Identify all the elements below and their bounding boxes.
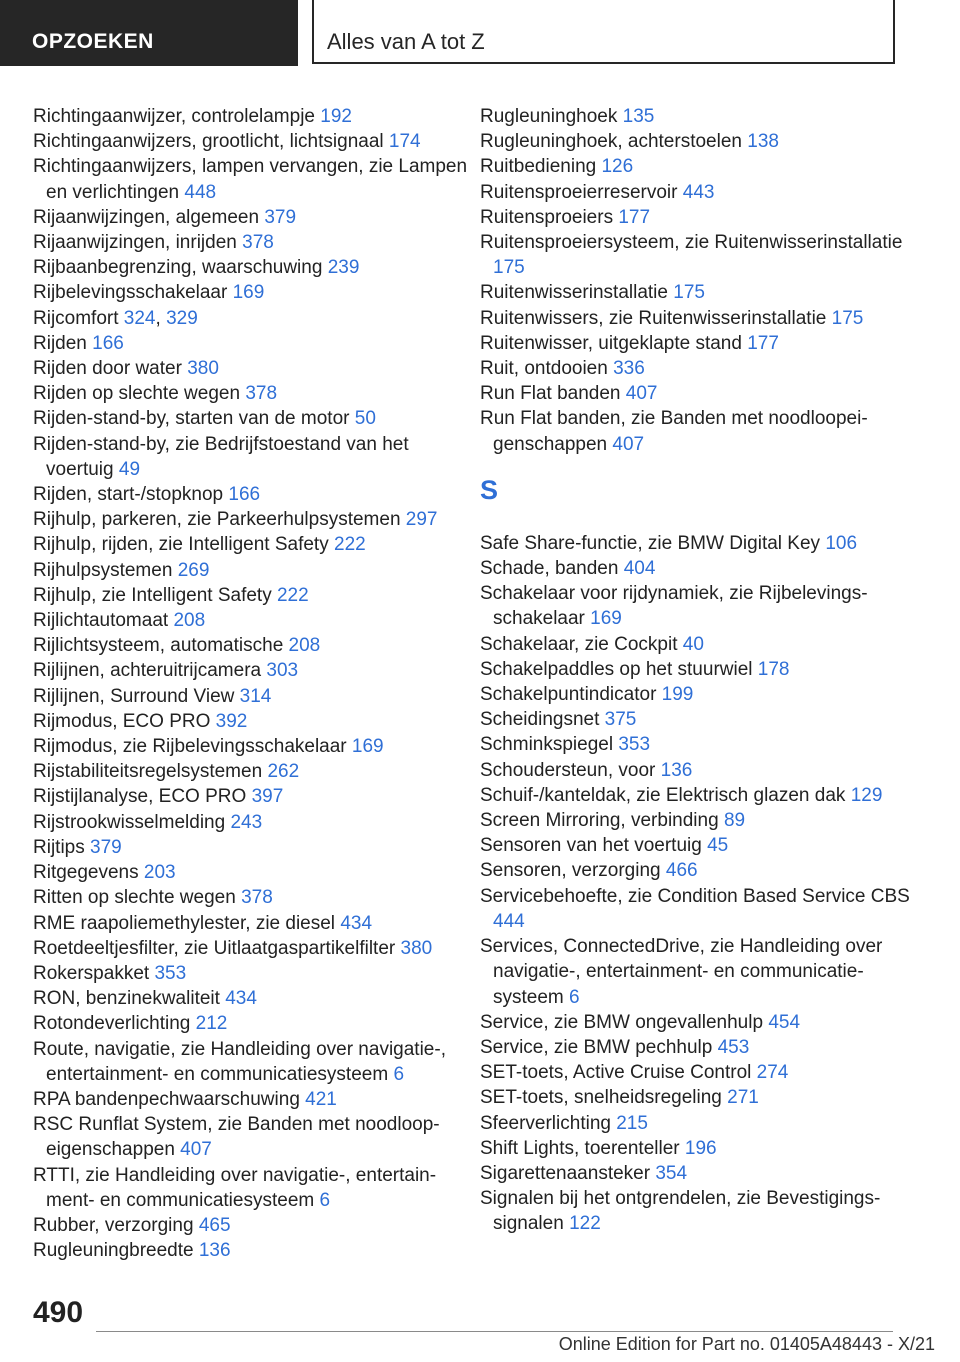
page-reference-link[interactable]: 453 [717,1036,750,1058]
index-entry [480,858,910,883]
index-entry-text: Rijden-stand-by, starten van de motor [33,408,350,430]
index-entry-text: Rijden-stand-by, zie Bedrijfstoestand van het voertuig [33,433,409,480]
index-entry-text: Run Flat banden [480,383,621,405]
page-reference-link[interactable]: 45 [707,835,729,857]
page-reference-link[interactable]: 378 [241,887,273,909]
index-entry [480,732,910,757]
index-entry-text: Scheidingsnet [480,709,600,731]
index-entry [480,280,910,305]
index-entry [33,633,473,658]
index-entry-text: Safe Share-functie, zie BMW Digital Key [480,532,821,554]
page-reference-link[interactable]: 49 [118,458,141,480]
page-reference-link[interactable]: 50 [354,408,376,430]
index-entry-text: Rijaanwijzingen, inrijden [33,232,237,254]
index-entry [480,1111,910,1136]
index-entry [480,104,910,129]
index-entry [33,280,473,305]
index-entry-text: Shift Lights, toerenteller [480,1137,680,1159]
page-reference-link[interactable]: 215 [616,1112,648,1134]
index-entry-text: Run Flat banden, zie Banden met noodloopeigenschappen [480,408,868,455]
page-reference-link[interactable]: 169 [590,608,622,630]
page-reference-link[interactable]: 378 [242,232,274,254]
index-entry-text: Rijcomfort [33,307,119,329]
index-entry-text: RON, benzinekwaliteit [33,988,220,1010]
index-entry [480,707,910,732]
page-reference-link[interactable]: 6 [569,986,580,1008]
index-entry-text: Schakelaar, zie Cockpit [480,633,678,655]
index-entry-text: Ruitensproeierreservoir [480,181,678,203]
index-entry [480,1186,910,1236]
page-reference-link[interactable]: 203 [143,862,176,884]
footer-edition-text: Online Edition for Part no. 01405A48443 - X/21 [558,1334,935,1354]
page-reference-link[interactable]: 443 [682,181,715,203]
index-entry [33,658,473,683]
index-entry [480,230,910,280]
index-entry [33,129,473,154]
index-entry-text: Rijmodus, zie Rijbelevingsschakelaar [33,736,347,758]
page-number: 490 [33,1296,84,1329]
index-entry-text: Richtingaanwijzers, grootlicht, lichtsignaal [33,131,384,153]
index-entry [480,682,910,707]
index-entry-text: SET-toets, snelheidsregeling [480,1087,722,1109]
page-reference-link[interactable]: 129 [850,784,883,806]
index-entry [480,406,910,456]
index-entry [33,936,473,961]
index-entry-text: Rijstrookwisselmelding [33,811,226,833]
index-entry [33,986,473,1011]
index-entry [480,783,910,808]
index-entry-text: Rijbaanbegrenzing, waarschuwing [33,257,323,279]
page-reference-link[interactable]: 106 [825,532,858,554]
index-entry [480,808,910,833]
index-entry [33,1087,473,1112]
index-entry [480,934,910,1010]
page-reference-link[interactable]: 434 [340,912,373,934]
index-entry [33,608,473,633]
page-header [0,0,960,66]
index-entry [480,833,910,858]
index-entry [33,583,473,608]
page-reference-link[interactable]: 166 [92,332,124,354]
index-entry-text: Rubber, verzorging [33,1214,194,1236]
index-entry [33,1238,473,1263]
page-reference-link[interactable]: 465 [198,1214,231,1236]
index-entry-text: Rijhulp, rijden, zie Intelligent Safety [33,534,329,556]
page-reference-link[interactable]: 407 [625,383,658,405]
index-entry [480,657,910,682]
index-entry-text: Ruitbediening [480,156,597,178]
index-entry [480,1136,910,1161]
index-entry-text: Rijlijnen, achteruitrijcamera [33,660,262,682]
index-entry [33,810,473,835]
index-entry-text: Ruitensproeiersysteem, zie Ruitenwisserinstallatie [480,232,903,254]
page-reference-link[interactable]: 6 [393,1063,405,1085]
index-entry-text: Ritten op slechte wegen [33,887,236,909]
index-entry-text: Rijden door water [33,358,182,380]
page-reference-link[interactable]: 407 [612,433,645,455]
index-entry-text: Rokerspakket [33,962,150,984]
index-entry [480,556,910,581]
page-reference-link[interactable]: 375 [604,709,637,731]
index-entry [33,406,473,431]
index-entry-text: Sensoren, verzorging [480,860,661,882]
index-entry-text: Ruit, ontdooien [480,358,608,380]
index-entry [33,1112,473,1162]
index-entry [33,835,473,860]
page-reference-link[interactable]: 454 [768,1011,801,1033]
index-entry-text: RSC Runflat System, zie Banden met noodloopeigenschappen [33,1114,440,1161]
page-reference-link[interactable]: 269 [177,559,210,581]
index-entry [480,884,910,934]
index-entry [480,581,910,631]
index-entry [480,632,910,657]
page-reference-link[interactable]: 404 [623,558,656,580]
page-reference-link[interactable]: 196 [684,1137,717,1159]
page-reference-link[interactable]: 271 [727,1087,759,1109]
index-entry-text: Rijstabiliteitsregelsystemen [33,761,263,783]
page-reference-link[interactable]: 297 [405,509,438,531]
index-entry-text: Screen Mirroring, verbinding [480,810,719,832]
index-entry [33,1163,473,1213]
page-reference-link[interactable]: 222 [334,534,366,556]
index-entry [33,885,473,910]
index-entry [33,356,473,381]
index-column-left [33,104,473,1263]
index-entry [480,154,910,179]
page-reference-link[interactable]: 380 [400,937,433,959]
page-reference-link[interactable]: 166 [228,484,261,506]
index-entry-text: Rijlijnen, Surround View [33,685,235,707]
index-entry-text: Service, zie BMW pechhulp [480,1036,713,1058]
index-entry [33,230,473,255]
index-entry [480,1161,910,1186]
index-entry-text: Schakelpaddles op het stuurwiel [480,658,753,680]
page-reference-link[interactable]: 329 [166,307,198,329]
page-reference-link[interactable]: 169 [351,736,384,758]
page-reference-link[interactable]: 353 [618,734,651,756]
index-entry [33,1037,473,1087]
index-entry-text: Ritgegevens [33,862,139,884]
index-group-r [480,104,910,457]
page-reference-link[interactable]: 239 [327,257,360,279]
page-reference-link[interactable]: 136 [198,1240,231,1262]
index-entry [33,961,473,986]
page-reference-link[interactable]: 421 [305,1088,337,1110]
page-reference-link[interactable]: 434 [225,988,257,1010]
index-entry [480,1035,910,1060]
index-entry-text: Richtingaanwijzer, controlelampje [33,106,315,127]
index-entry-text: Ruitensproeiers [480,206,614,228]
page-reference-link[interactable]: 208 [173,610,206,632]
section-tab: OPZOEKEN [0,0,298,66]
page-reference-link[interactable]: 135 [622,106,655,127]
index-entry-text: Route, navigatie, zie Handleiding over navigatie-, entertainment- en communicatiesysteem [33,1038,446,1085]
page-reference-link[interactable]: 324 [123,307,156,329]
index-entry [33,331,473,356]
page-reference-link[interactable]: 379 [264,206,297,228]
index-entry-text: RTTI, zie Handleiding over navigatie-, entertainment- en communicatiesysteem [33,1164,437,1211]
page-reference-link[interactable]: 89 [723,810,746,832]
page-reference-link[interactable]: 40 [682,633,704,655]
index-entry-text: Rijbelevingsschakelaar [33,282,228,304]
index-entry [33,1213,473,1238]
index-entry-text: Rijhulpsystemen [33,559,173,581]
index-entry-text: Ruitenwisserinstallatie [480,282,668,304]
page-reference-link[interactable]: 177 [618,206,651,228]
section-letter-heading: S [480,474,499,505]
index-entry [480,306,910,331]
page-reference-link[interactable]: 466 [665,860,698,882]
index-entry [480,758,910,783]
index-entry [33,482,473,507]
index-entry-text: RME raapoliemethylester, zie diesel [33,912,336,934]
index-entry-text: Signalen bij het ontgrendelen, zie Bevestigingssignalen [480,1188,881,1235]
index-column-right [480,104,910,1237]
page-reference-link[interactable]: 380 [187,358,219,380]
index-entry [33,684,473,709]
index-entry-text: Ruitenwisser, uitgeklapte stand [480,332,742,354]
page-reference-link[interactable]: 122 [569,1213,601,1235]
index-entry [33,205,473,230]
page-reference-link[interactable]: 175 [831,307,864,329]
page-reference-link[interactable]: 138 [747,131,779,153]
index-entry-text: Rijhulp, parkeren, zie Parkeerhulpsystemen [33,509,401,531]
index-entry-text: Rijden [33,332,87,354]
page-reference-link[interactable]: 6 [319,1189,331,1211]
index-entry-text: Schakelpuntindicator [480,684,657,706]
page-reference-link[interactable]: 175 [673,282,705,304]
index-entry-text: Rugleuninghoek [480,106,618,127]
index-entry [480,1010,910,1035]
index-entry-text: Rijden op slechte wegen [33,383,241,405]
index-entry-text: Rijlichtsysteem, automatische [33,635,284,657]
page-reference-link[interactable]: 212 [195,1013,228,1035]
index-entry-text: Services, ConnectedDrive, zie Handleiding over navigatie-, entertainment- en communicatiesysteem [480,936,883,1008]
index-entry-text: Schoudersteun, voor [480,759,656,781]
page-reference-link[interactable]: 354 [655,1162,688,1184]
page-reference-link[interactable]: 174 [388,131,421,153]
index-entry [33,1011,473,1036]
index-entry [33,154,473,204]
index-entry-text: Rijmodus, ECO PRO [33,710,211,732]
page-reference-link[interactable]: 208 [288,635,321,657]
index-entry [33,507,473,532]
page-reference-link[interactable]: 262 [267,761,300,783]
index-entry-text: Sensoren van het voertuig [480,835,702,857]
index-entry-text: Rijden, start-/stopknop [33,484,224,506]
index-entry-text: Ruitenwissers, zie Ruitenwisserinstallatie [480,307,827,329]
index-entry [33,104,473,129]
index-entry [480,331,910,356]
index-entry [33,911,473,936]
index-entry [33,709,473,734]
index-entry-text: Rugleuninghoek, achterstoelen [480,131,742,153]
page-reference-link[interactable]: 392 [215,710,248,732]
page-reference-link[interactable]: 169 [232,282,265,304]
index-group-s [480,531,910,1237]
index-entry [33,255,473,280]
page-reference-link[interactable]: 274 [756,1062,789,1084]
header-title: Alles van A tot Z [312,0,895,64]
page-reference-link[interactable]: 222 [276,584,309,606]
index-entry [33,759,473,784]
page-reference-link[interactable]: 336 [613,358,645,380]
page-reference-link[interactable]: 192 [320,106,352,127]
index-entry-text: Rijlichtautomaat [33,610,169,632]
index-entry [33,784,473,809]
index-entry-text: Rotondeverlichting [33,1013,191,1035]
index-entry [33,381,473,406]
page-reference-link[interactable]: 243 [230,811,263,833]
index-entry-text: Schminkspiegel [480,734,614,756]
page-reference-link[interactable]: 136 [660,759,693,781]
index-entry [33,532,473,557]
index-entry [480,356,910,381]
index-entry-text: Rijhulp, zie Intelligent Safety [33,584,272,606]
index-entry [480,205,910,230]
index-entry [33,432,473,482]
page-reference-link[interactable]: 177 [747,332,779,354]
index-entry-text: Sfeerverlichting [480,1112,611,1134]
index-entry-text: SET-toets, Active Cruise Control [480,1062,752,1084]
footer-divider [96,1331,893,1332]
page-reference-link[interactable]: 178 [757,658,790,680]
index-entry: Rijcomfort 324, 329 [33,307,198,329]
page-reference-link[interactable]: 444 [493,910,525,932]
page-reference-link[interactable]: 407 [180,1139,212,1161]
index-entry-text: Richtingaanwijzers, lampen vervangen, zie Lampen en verlichtingen [33,156,468,203]
page-reference-link[interactable]: 397 [251,786,284,808]
index-entry [480,531,910,556]
page-reference-link[interactable]: 303 [266,660,299,682]
index-entry-text: Rijaanwijzingen, algemeen [33,206,260,228]
page-reference-link[interactable]: 314 [239,685,272,707]
index-entry [480,129,910,154]
index-entry [480,1060,910,1085]
index-entry-text: Rugleuningbreedte [33,1240,194,1262]
index-entry [480,1085,910,1110]
page-reference-link[interactable]: 126 [601,156,634,178]
index-entry-text: Rijstijlanalyse, ECO PRO [33,786,247,808]
index-entry [480,180,910,205]
page-reference-link[interactable]: 448 [184,181,217,203]
page-reference-link[interactable]: 199 [661,684,694,706]
page-reference-link[interactable]: 379 [90,836,122,858]
index-entry-text: RPA bandenpechwaarschuwing [33,1088,300,1110]
index-entry-text: Service, zie BMW ongevallenhulp [480,1011,764,1033]
page-reference-link[interactable]: 353 [154,962,187,984]
index-entry-text: Rijtips [33,836,85,858]
page-reference-link[interactable]: 378 [245,383,278,405]
index-entry [480,381,910,406]
index-entry [33,860,473,885]
index-entry-text: Servicebehoefte, zie Condition Based Service CBS [480,885,910,907]
page-reference-link[interactable]: 175 [493,257,525,279]
index-entry-text: Schade, banden [480,558,619,580]
index-entry-text: Roetdeeltjesfilter, zie Uitlaatgaspartikelfilter [33,937,396,959]
index-entry-text: Sigarettenaansteker [480,1162,651,1184]
index-entry-text: Schakelaar voor rijdynamiek, zie Rijbelevingsschakelaar [480,583,868,630]
index-entry [33,734,473,759]
index-entry [33,558,473,583]
index-entry-text: Schuif-/kanteldak, zie Elektrisch glazen dak [480,784,846,806]
